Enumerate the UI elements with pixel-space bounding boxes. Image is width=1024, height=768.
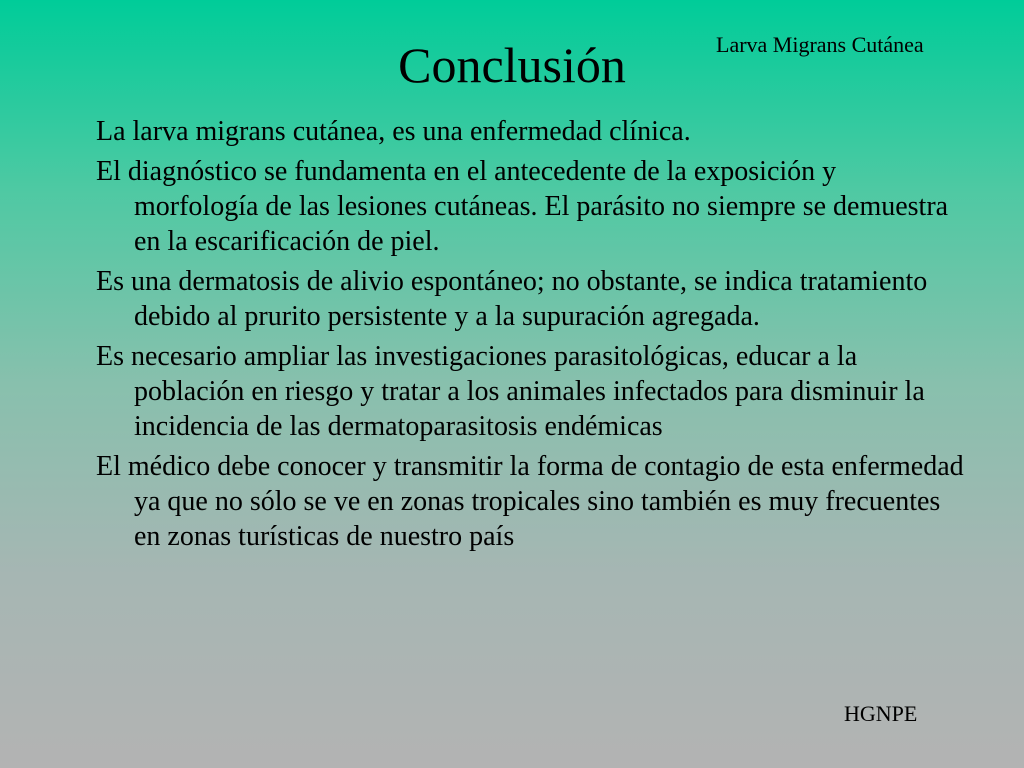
conclusion-point-2: El diagnóstico se fundamenta en el antecedente de la exposición y morfología de las lesiones cutáneas. El parásito no siempre se demuestra en la escarificación de piel. (96, 156, 949, 257)
conclusion-point-4: Es necesario ampliar las investigaciones parasitológicas, educar a la población en riesgo y tratar a los animales infectados para disminuir la incidencia de las dermatoparasitosis endémicas (96, 341, 925, 442)
conclusion-point-3: Es una dermatosis de alivio espontáneo; no obstante, se indica tratamiento debido al prurito persistente y a la supuración agregada. (96, 266, 928, 332)
conclusion-point-5: El médico debe conocer y transmitir la forma de contagio de esta enfermedad ya que no sólo se ve en zonas tropicales sino también es muy frecuentes en zonas turísticas de nuestro país (96, 451, 964, 552)
corner-title: Larva Migrans Cutánea (716, 32, 924, 57)
footer-label: HGNPE (844, 701, 918, 726)
conclusion-point-1: La larva migrans cutánea, es una enfermedad clínica. (96, 116, 691, 147)
conclusion-list (96, 114, 966, 559)
slide-title: Conclusión (398, 37, 626, 93)
